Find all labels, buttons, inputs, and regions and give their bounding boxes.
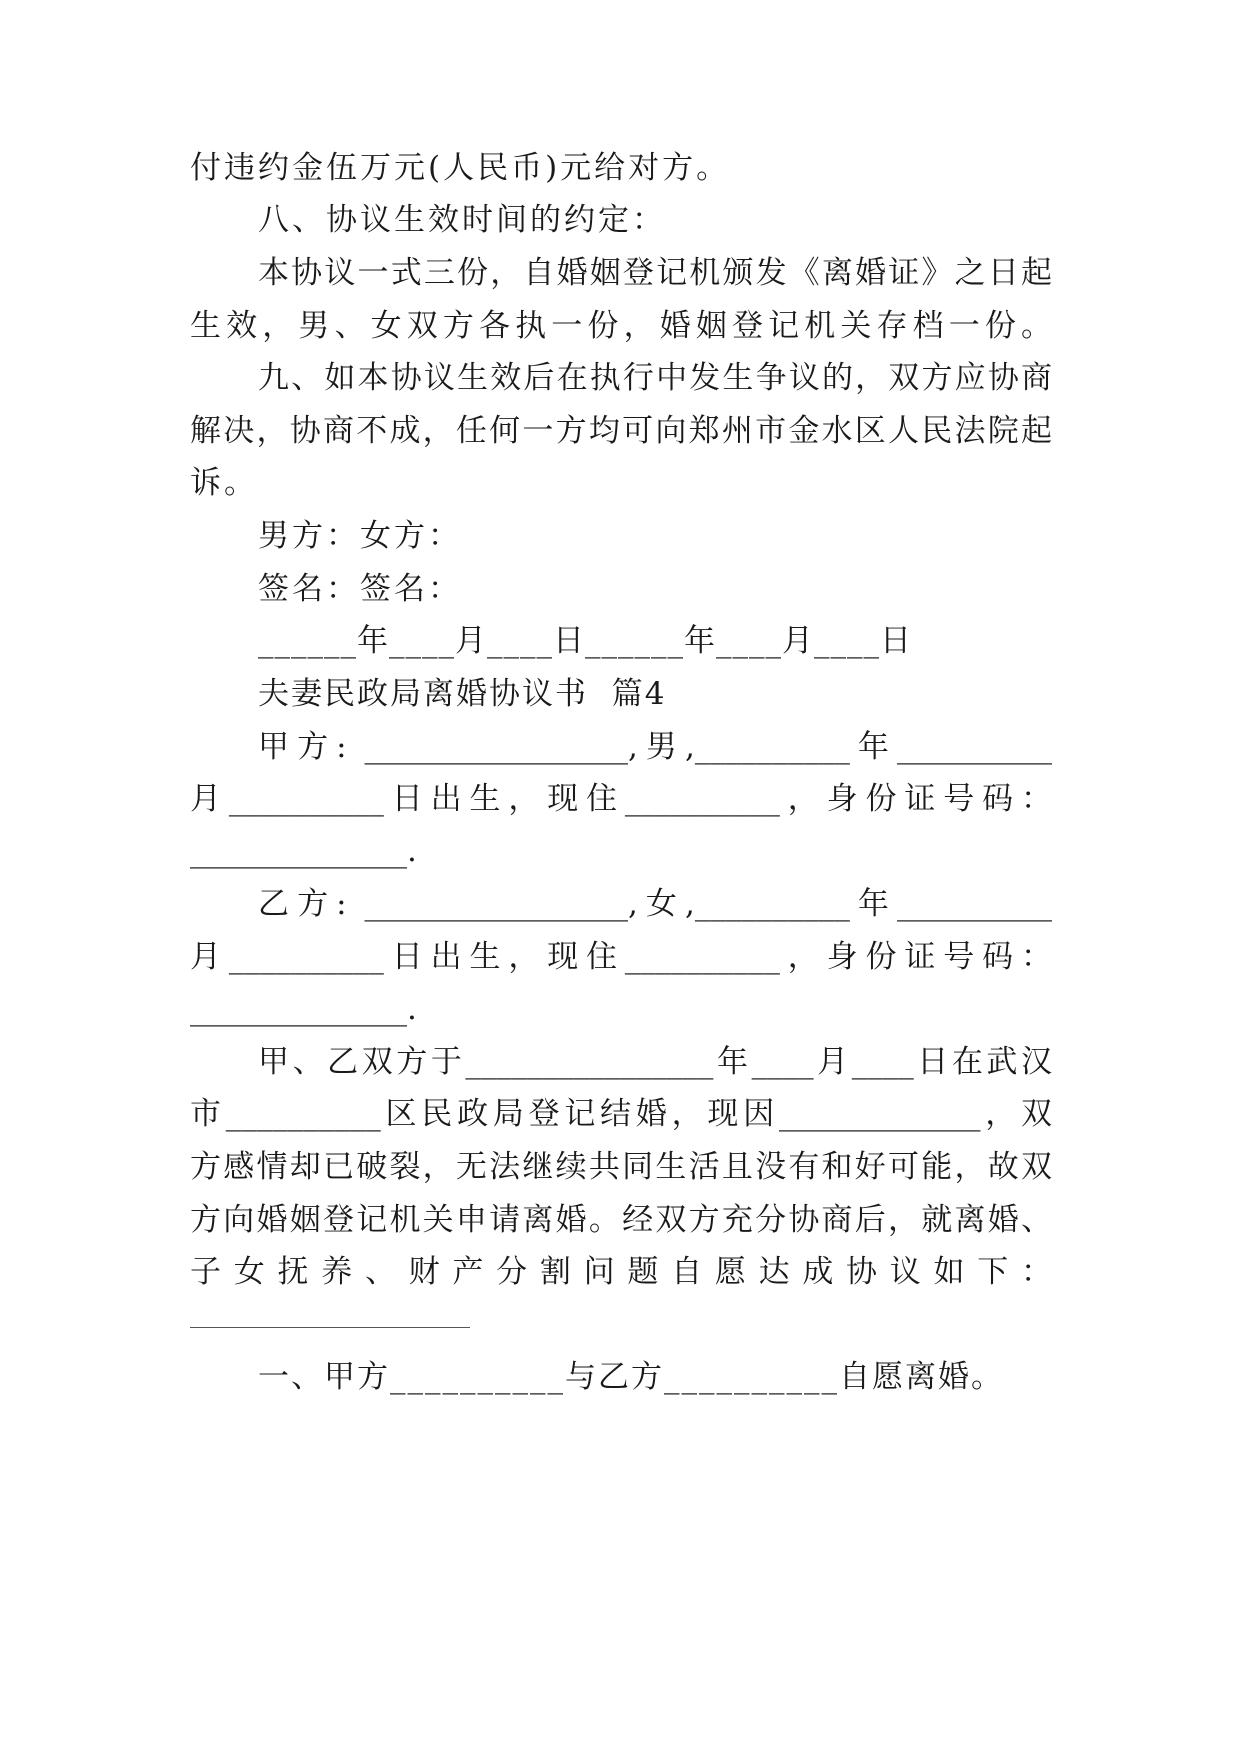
signature-parties: 男方：女方： [258, 518, 462, 554]
signature-names: 签名：签名： [258, 571, 462, 607]
blank-underline [190, 1327, 470, 1328]
section-heading: 八、协议生效时间的约定： [258, 202, 666, 238]
text-line: 生效，男、女双方各执一份，婚姻登记机关存档一份。 [190, 308, 1052, 344]
text-line: 本协议一式三份，自婚姻登记机颁发《离婚证》之日起 [258, 255, 1052, 291]
party-b-line: ______________. [190, 991, 417, 1027]
text-line: 九、如本协议生效后在执行中发生争议的，双方应协商 [258, 360, 1052, 396]
text-line: 方感情却已破裂，无法继续共同生活且没有和好可能，故双 [190, 1149, 1052, 1185]
text-line: 甲、乙双方于________________年____月____日在武汉 [258, 1044, 1052, 1080]
text-line: 解决，协商不成，任何一方均可向郑州市金水区人民法院起 [190, 413, 1052, 449]
text-line: 子女抚养、财产分割问题自愿达成协议如下： [190, 1254, 1052, 1290]
clause-line: 一、甲方__________与乙方__________自愿离婚。 [258, 1359, 1004, 1395]
text-line: 付违约金伍万元(人民币)元给对方。 [190, 150, 731, 186]
party-a-line: ______________. [190, 833, 417, 869]
text-line: 方向婚姻登记机关申请离婚。经双方充分协商后，就离婚、 [190, 1202, 1052, 1238]
party-a-line: 月__________日出生，现住__________，身份证号码： [190, 781, 1052, 817]
text-line: 诉。 [190, 465, 258, 501]
signature-dates: ______年____月____日______年____月____日 [258, 623, 912, 659]
party-a-line: 甲方: _________________,男,__________年__________ [258, 729, 1052, 765]
party-b-line: 月__________日出生，现住__________，身份证号码： [190, 939, 1052, 975]
party-b-line: 乙方: _________________,女,__________年__________ [258, 886, 1052, 922]
document-title: 夫妻民政局离婚协议书 篇4 [258, 676, 667, 712]
text-line: 市__________区民政局登记结婚，现因_____________，双 [190, 1096, 1052, 1132]
